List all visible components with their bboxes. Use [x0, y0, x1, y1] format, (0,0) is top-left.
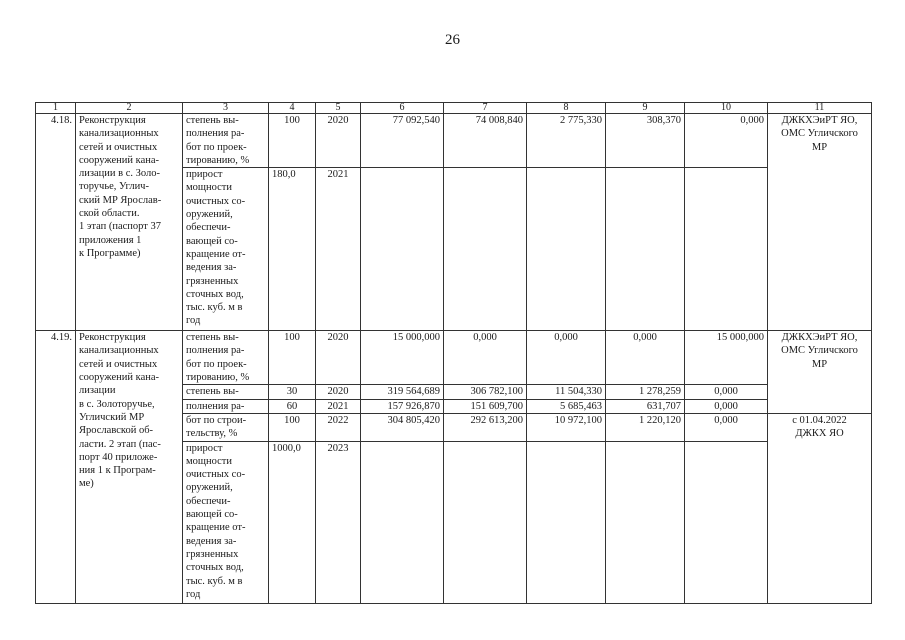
indicator-value: 1000,0: [269, 441, 316, 603]
table-row: [36, 114, 872, 168]
indicator-year: 2023: [316, 441, 361, 603]
empty-cell: [361, 168, 444, 331]
empty-cell: [527, 441, 606, 603]
other-funding: 0,000: [685, 385, 768, 399]
row-number: 4.19.: [36, 331, 76, 603]
table-row: [36, 331, 872, 385]
indicator-label: полнения ра-: [183, 399, 269, 413]
header-cell-7: 7: [444, 103, 527, 114]
federal-funding: 74 008,840: [444, 114, 527, 168]
measure-name-part: Реконструкция канализационных сетей и очистных сооружений кана- лизации: [79, 332, 160, 397]
measure-name-part: в с. Золоторучье, Угличский МР Ярославской об- ласти. 2 этап (пас- порт 40 приложе- ния 1 к Програм- ме): [79, 398, 161, 490]
indicator-value: 100: [269, 114, 316, 168]
indicator-value: 100: [269, 413, 316, 441]
measure-name: [76, 331, 183, 603]
indicator-value: 100: [269, 331, 316, 385]
indicator-year: 2021: [316, 399, 361, 413]
header-cell-1: 1: [36, 103, 76, 114]
other-funding: 0,000: [685, 413, 768, 441]
empty-cell: [606, 168, 685, 331]
indicator-value: 60: [269, 399, 316, 413]
header-cell-9: 9: [606, 103, 685, 114]
indicator-label: степень вы-: [183, 385, 269, 399]
indicator-value: 180,0: [269, 168, 316, 331]
total-funding: 77 092,540: [361, 114, 444, 168]
indicator-label: прирост мощности очистных со- оружений, обеспечи- вающей со- кращение от- ведения за- грязненных сточных вод, тыс. куб. м в год: [183, 441, 269, 603]
federal-funding: 306 782,100: [444, 385, 527, 399]
other-funding: 0,000: [685, 114, 768, 168]
empty-cell: [685, 441, 768, 603]
local-funding: 1 278,259: [606, 385, 685, 399]
header-cell-8: 8: [527, 103, 606, 114]
indicator-year: 2020: [316, 114, 361, 168]
empty-cell: [361, 441, 444, 603]
header-cell-5: 5: [316, 103, 361, 114]
indicator-year: 2020: [316, 385, 361, 399]
indicator-label: бот по строи- тельству, %: [183, 413, 269, 441]
empty-cell: [444, 441, 527, 603]
local-funding: 1 220,120: [606, 413, 685, 441]
empty-cell: [606, 441, 685, 603]
local-funding: 308,370: [606, 114, 685, 168]
other-funding: 15 000,000: [685, 331, 768, 385]
indicator-label: степень вы- полнения ра- бот по проек- тированию, %: [183, 331, 269, 385]
regional-funding: 0,000: [527, 331, 606, 385]
empty-cell: [685, 168, 768, 331]
header-cell-4: 4: [269, 103, 316, 114]
executor: ДЖКХЭиРТ ЯО, ОМС Угличского МР: [768, 114, 872, 331]
indicator-year: 2021: [316, 168, 361, 331]
empty-cell: [444, 168, 527, 331]
total-funding: 157 926,870: [361, 399, 444, 413]
page-number: 26: [445, 32, 460, 48]
local-funding: 0,000: [606, 331, 685, 385]
indicator-value: 30: [269, 385, 316, 399]
total-funding: 319 564,689: [361, 385, 444, 399]
program-table: [35, 102, 872, 604]
regional-funding: 2 775,330: [527, 114, 606, 168]
federal-funding: 151 609,700: [444, 399, 527, 413]
header-cell-3: 3: [183, 103, 269, 114]
regional-funding: 10 972,100: [527, 413, 606, 441]
header-cell-10: 10: [685, 103, 768, 114]
total-funding: 15 000,000: [361, 331, 444, 385]
indicator-year: 2022: [316, 413, 361, 441]
federal-funding: 0,000: [444, 331, 527, 385]
header-row: [36, 103, 872, 114]
empty-cell: [527, 168, 606, 331]
total-funding: 304 805,420: [361, 413, 444, 441]
row-number: 4.18.: [36, 114, 76, 331]
indicator-label: степень вы- полнения ра- бот по проек- тированию, %: [183, 114, 269, 168]
local-funding: 631,707: [606, 399, 685, 413]
executor: с 01.04.2022 ДЖКХ ЯО: [768, 413, 872, 603]
header-cell-2: 2: [76, 103, 183, 114]
regional-funding: 5 685,463: [527, 399, 606, 413]
executor: ДЖКХЭиРТ ЯО, ОМС Угличского МР: [768, 331, 872, 414]
indicator-label: прирост мощности очистных со- оружений, обеспечи- вающей со- кращение от- ведения за- грязненных сточных вод, тыс. куб. м в год: [183, 168, 269, 331]
header-cell-11: 11: [768, 103, 872, 114]
header-cell-6: 6: [361, 103, 444, 114]
other-funding: 0,000: [685, 399, 768, 413]
measure-name: Реконструкция канализационных сетей и очистных сооружений кана- лизации в с. Золо- торучье, Углич- ский МР Ярослав- ской области. 1 этап (паспорт 37 приложения 1 к Программе): [76, 114, 183, 331]
regional-funding: 11 504,330: [527, 385, 606, 399]
indicator-year: 2020: [316, 331, 361, 385]
federal-funding: 292 613,200: [444, 413, 527, 441]
